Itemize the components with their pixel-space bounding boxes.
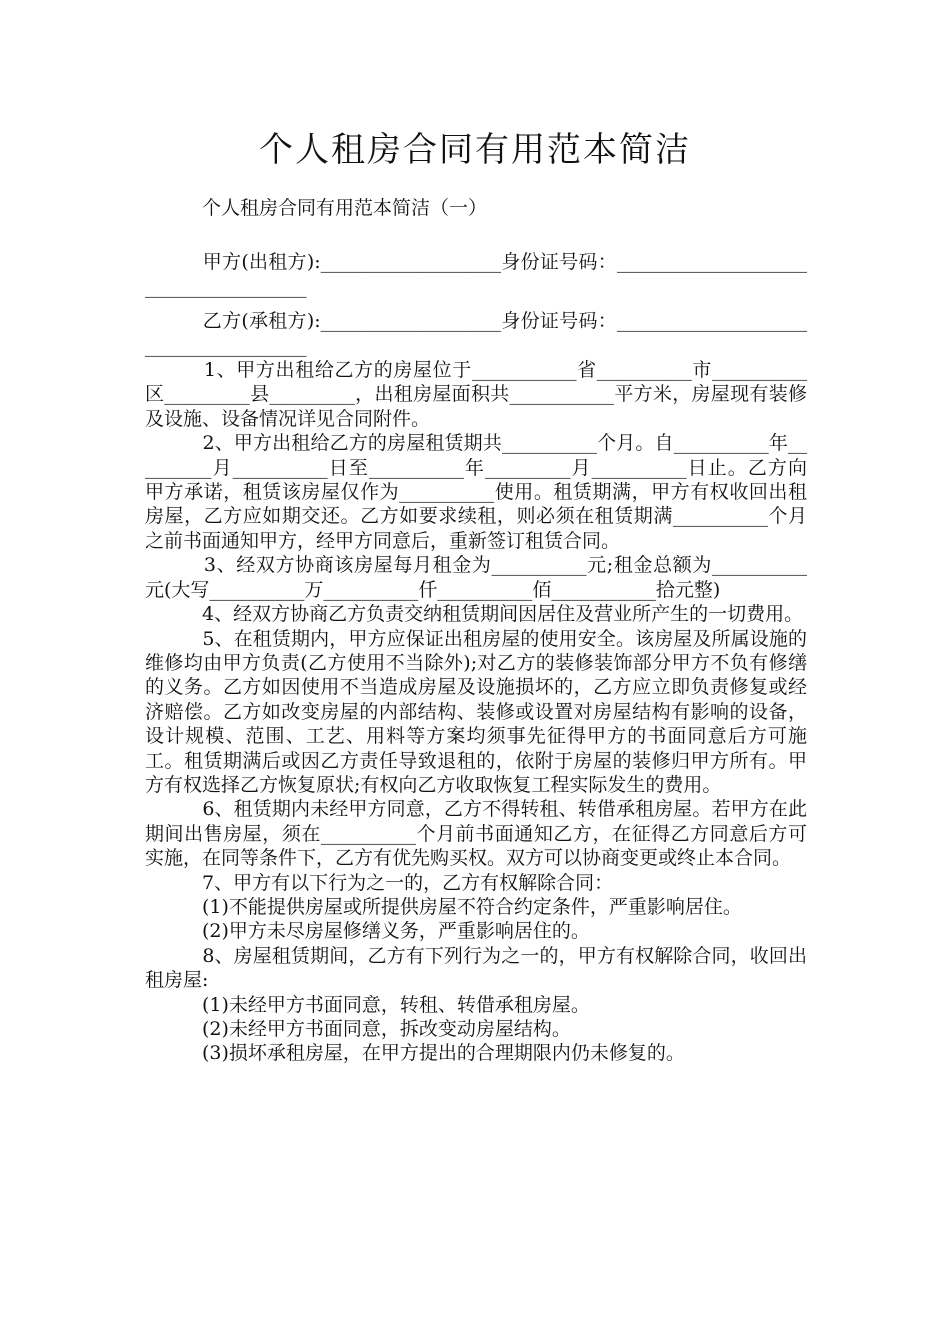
clause-2: 2、甲方出租给乙方的房屋租赁期共__________个月。自__________年_________月__________日至__________年_________月__________日止。乙方向甲方承诺，租赁该房屋仅作为__________使用。租赁期满，甲方有权收回出租房屋，乙方应如期交还。乙方如要求续租，则必须在租赁期满__________个月之前书面通知甲方，经甲方同意后，重新签订租赁合同。: [145, 432, 807, 552]
document-body: [145, 196, 807, 1066]
clause-8-item-3: (3)损坏承租房屋，在甲方提出的合理期限内仍未修复的。: [145, 1042, 685, 1065]
clause-4: 4、经双方协商乙方负责交纳租赁期间因居住及营业所产生的一切费用。: [145, 603, 804, 626]
document-subtitle: 个人租房合同有用范本简洁（一）: [145, 197, 488, 219]
clause-8-item-2: (2)未经甲方书面同意，拆改变动房屋结构。: [145, 1018, 571, 1040]
clause-8-item-1: (1)未经甲方书面同意，转租、转借承租房屋。: [145, 993, 590, 1016]
clause-5: 5、在租赁期内，甲方应保证出租房屋的使用安全。该房屋及所属设施的维修均由甲方负责(乙方使用不当除外);对乙方的装修装饰部分甲方不负有修缮的义务。乙方如因使用不当造成房屋及设施损坏的，乙方应立即负责修复或经济赔偿。乙方如改变房屋的内部结构、装修或设置对房屋结构有影响的设备，设计规模、范围、工艺、用料等方案均须事先征得甲方的书面同意后方可施工。租赁期满后或因乙方责任导致退租的，依附于房屋的装修归甲方所有。甲方有权选择乙方恢复原状;有权向乙方收取恢复工程实际发生的费用。: [145, 627, 807, 796]
clause-6: 6、租赁期内未经甲方同意，乙方不得转租、转借承租房屋。若甲方在此期间出售房屋，须在__________个月前书面通知乙方，在征得乙方同意后方可实施，在同等条件下，乙方有优先购买权。双方可以协商变更或终止本合同。: [145, 798, 807, 870]
clause-8: 8、房屋租赁期间，乙方有下列行为之一的，甲方有权解除合同，收回出租房屋:: [145, 944, 807, 992]
clause-7-item-2: (2)甲方未尽房屋修缮义务，严重影响居住的。: [145, 920, 590, 943]
clause-3: 3、经双方协商该房屋每月租金为__________元;租金总额为__________元(大写__________万__________仟__________佰___________拾元整): [145, 554, 807, 601]
clause-1: 1、甲方出租给乙方的房屋位于___________省__________市__________区_________县_________，出租房屋面积共___________平方米，房屋现有装修及设施、设备情况详见合同附件。: [145, 359, 807, 430]
party-b-line: 乙方(承租方):___________________身份证号码：_____________________________________: [145, 310, 807, 357]
clause-7: 7、甲方有以下行为之一的，乙方有权解除合同：: [145, 871, 614, 894]
document-title: 个人租房合同有用范本简洁: [259, 130, 691, 170]
clause-7-item-1: (1)不能提供房屋或所提供房屋不符合约定条件，严重影响居住。: [145, 895, 742, 918]
party-a-line: 甲方(出租方):___________________身份证号码：_____________________________________: [145, 251, 807, 298]
